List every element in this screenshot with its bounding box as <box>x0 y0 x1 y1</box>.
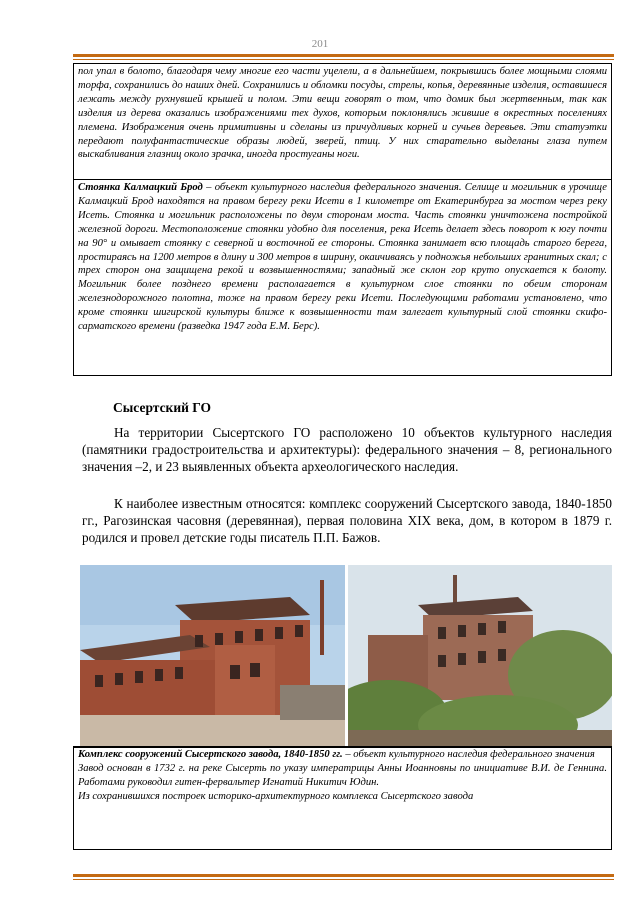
caption-line-1 <box>74 748 611 762</box>
footer-rule <box>73 874 614 877</box>
text-box-site <box>73 180 612 376</box>
photo-figure <box>80 565 612 746</box>
footer-rule-thin <box>73 879 614 880</box>
text-box-site-text <box>74 180 611 335</box>
factory-photo-left <box>80 565 345 746</box>
caption-line-3: Из сохранившихся построек историко-архитектурного комплекса Сысертского завода <box>78 790 474 802</box>
caption-title: Комплекс сооружений Сысертского завода, 1840-1850 гг. <box>78 749 343 760</box>
paragraph-1: На территории Сысертского ГО расположено 10 объектов культурного наследия (памятники градостроительства и архитектуры): федерального значения – 8, регионального значения –2, и 23 выявленных объекта археологического наследия. <box>82 425 612 474</box>
paragraph-2: К наиболее известным относятся: комплекс сооружений Сысертского завода, 1840-1850 гг., Рагозинская часовня (деревянная), первая половина XIX века, дом, в котором в 1879 г. родился и провел детские годы писатель П.П. Бажов. <box>82 496 612 545</box>
site-description: – объект культурного наследия федерального значения. Селище и могильник в урочище Калмацкий Брод находятся на правом берегу реки Исети в 1 километре от Екатеринбурга за мостом через реку Исеть. Стоянка и могильник расположены по двум сторонам моста. Часть стоянки уничтожена постройкой железной дороги. Местоположение стоянки удобно для поселения, река Исеть делает здесь поворот к югу почти на 90° и омывает стоянку с северной и восточной ее стороны. Стоянка занимает всю площадь старого берега, простираясь на 1200 метров в длину и 300 метров в ширину, окаичиваясь у подножья небольших гранитных скал; с трех сторон она защищена рекой и возвышенностями; западный же склон гор круто опускается к болоту. Могильник более позднего времени располагается в культурном слое стоянки по обеим сторонам железнодорожного полотна, тоже на правом берегу реки Исети. Последующими работами установлено, что кроме стоянки шигирской культуры ближе к возвышенности там залегает культурный слой стоянки скифо-сарматского времени (разведка 1947 года Е.М. Берс). <box>78 182 608 333</box>
header-rule <box>73 54 614 57</box>
page-number: 201 <box>311 38 329 50</box>
photo-caption-box <box>73 746 612 850</box>
factory-photo-right <box>348 565 613 746</box>
site-title: Стоянка Калмацкий Брод <box>78 182 203 193</box>
header-rule-thin <box>73 59 614 60</box>
text-box-top <box>73 63 612 180</box>
text-box-top-text: пол упал в болото, благодаря чему многие его части уцелели, а в дальнейшем, покрывшись более мощными слоями торфа, сохранились до наших дней. Сохранились и обломки посуды, стрелы, копья, деревянные изделия, оставшиеся лежать между рухнувшей крышей и полом. Эти вещи говорят о том, что домик был жертвенным, так как изделия из дерева оказались изображениями тех духов, которым поклонялись жившие в окрестных поселениях племена. Изображения очень примитивны и сделаны из причудливых корней и сучьев деревьев. Эти статуэтки передают полуфантастические образы людей, зверей, птиц. У них старательно выделаны глаза путем выскабливания глазниц около зрачка, иногда простуганы ноги. <box>78 66 607 161</box>
section-title: Сысертский ГО <box>113 400 212 415</box>
caption-title-tail: – объект культурного наследия федерального значения <box>342 749 595 760</box>
caption-line-2: Завод основан в 1732 г. на реке Сысерть по указу императрицы Анны Иоанновны по инициативе В.И. де Геннина. Работами руководил гитен-фервальтер Игнатий Никитич Юдин. <box>78 762 607 788</box>
